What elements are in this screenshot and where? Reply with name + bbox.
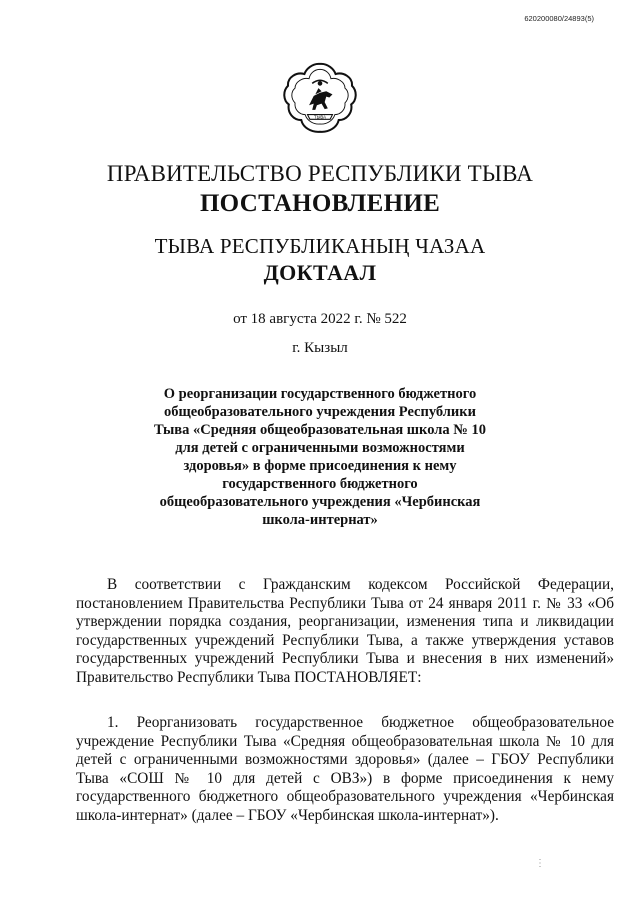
emblem-ribbon-text: ТЫВА (314, 114, 326, 120)
decree-title: ПОСТАНОВЛЕНИЕ (199, 190, 441, 217)
clause-1-paragraph: 1. Реорганизовать государственное бюджетное общеобразовательное учреждение Республики Тыва «Средняя общеобразовательная школа № 10 для детей с ограниченными возможностями здоровья» (далее – ГБОУ Республики Тыва «СОШ № 10 для детей с ОВЗ») в форме присоединения к нему государственного бюджетного общеобразовательного учреждения «Чербинская школа-интернат» (далее – ГБОУ «Чербинская школа-интернат»). (76, 714, 614, 824)
document-id: 620200080/24893(5) (524, 14, 594, 23)
decree-subject: О реорганизации государственного бюджетного общеобразовательного учреждения Республики Тыва «Средняя общеобразовательная школа № 10 для детей с ограниченными возможностями здоровья» в форме присоединения к нему государственного бюджетного общеобразовательного учреждения «Чербинская школа-интернат» (154, 386, 486, 528)
decree-city: г. Кызыл (292, 340, 348, 356)
government-title-tuvan: ТЫВА РЕСПУБЛИКАНЫҢ ЧАЗАА (154, 234, 486, 258)
preamble-paragraph: В соответствии с Гражданским кодексом Российской Федерации, постановлением Правительства Республики Тыва от 24 января 2011 г. № 33 «Об утверждении порядка создания, реорганизации, изменения типа и ликвидации государственных учреждений Республики Тыва, а также утверждения уставов государственных учреждений Республики Тыва и внесения в них изменений» Правительство Республики Тыва ПОСТАНОВЛЯЕТ: (76, 576, 614, 686)
tuva-coat-of-arms-icon (281, 60, 359, 138)
scan-speck: ⋮ (535, 858, 545, 869)
decree-date-number: от 18 августа 2022 г. № 522 (233, 311, 407, 327)
decree-title-tuvan: ДОКТААЛ (263, 260, 377, 285)
government-title: ПРАВИТЕЛЬСТВО РЕСПУБЛИКИ ТЫВА (106, 161, 534, 186)
